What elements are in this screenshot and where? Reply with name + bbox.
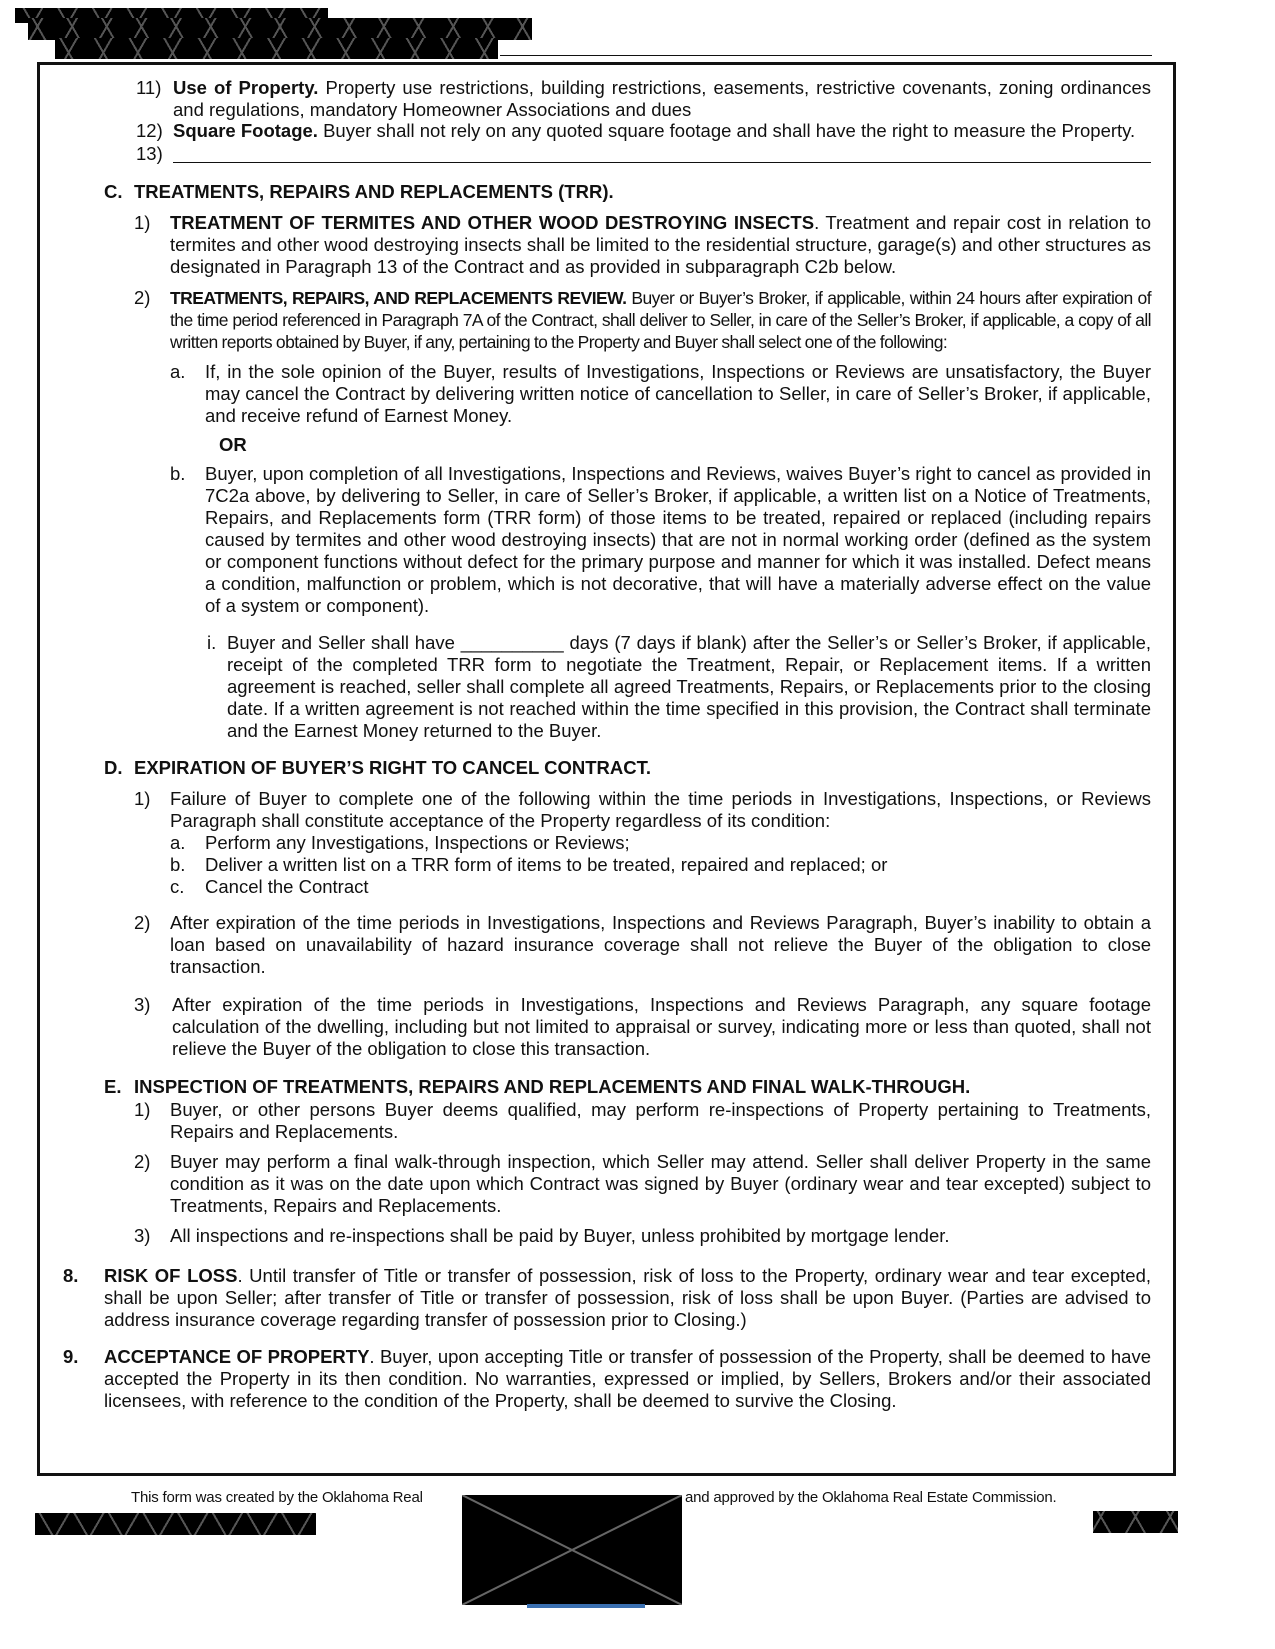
c1-number: 1) xyxy=(134,212,151,233)
section-c-letter: C. xyxy=(104,181,123,202)
d1b-body: Deliver a written list on a TRR form of items to be treated, repaired and replaced; or xyxy=(205,854,888,875)
d1-number: 1) xyxy=(134,788,151,809)
section-d-letter: D. xyxy=(104,757,123,778)
para-9-number: 9. xyxy=(63,1346,79,1367)
item-11-use-of-property xyxy=(173,77,1151,121)
d3-number: 3) xyxy=(134,994,151,1015)
item-11-number: 11) xyxy=(136,77,162,98)
section-c-heading: TREATMENTS, REPAIRS AND REPLACEMENTS (TRR). xyxy=(134,181,614,202)
redacted-header-2 xyxy=(28,18,532,40)
e2-number: 2) xyxy=(134,1151,151,1172)
c2b-i-body: Buyer and Seller shall have __________ days (7 days if blank) after the Seller’s or Seller’s Broker, if applicable, receipt of the completed TRR form to negotiate the Treatment, Repair, or Replacement items. If a written agreement is reached, seller shall complete all agreed Treatments, Repairs, or Replacements prior to the closing date. If a written agreement is not reached within the time specified in this provision, the Contract shall terminate and the Earnest Money returned to the Buyer. xyxy=(227,632,1151,741)
para-9-title: ACCEPTANCE OF PROPERTY xyxy=(104,1346,370,1367)
redacted-header-3 xyxy=(55,38,498,59)
item-12-square-footage xyxy=(173,120,1151,142)
redacted-logo xyxy=(462,1495,682,1605)
section-e-letter: E. xyxy=(104,1076,122,1097)
e3-body: All inspections and re-inspections shall be paid by Buyer, unless prohibited by mortgage lender. xyxy=(170,1225,950,1246)
item-12-number: 12) xyxy=(136,120,163,141)
c1-body: . Treatment and repair cost in relation to termites and other wood destroying insects shall be limited to the residential structure, garage(s) and other structures as designated in Paragraph 13 of the Contract and as provided in subparagraph C2b below. xyxy=(170,212,1151,277)
e3-number: 3) xyxy=(134,1225,151,1246)
para-8-number: 8. xyxy=(63,1265,79,1286)
footer-left-text: This form was created by the Oklahoma Real xyxy=(131,1489,423,1506)
d1c-body: Cancel the Contract xyxy=(205,876,369,897)
item-11-title: Use of Property. xyxy=(173,77,319,98)
footer-right-text: and approved by the Oklahoma Real Estate Commission. xyxy=(685,1489,1057,1506)
e1-body: Buyer, or other persons Buyer deems qualified, may perform re-inspections of Property pertaining to Treatments, Repairs and Replacements. xyxy=(170,1099,1151,1142)
c2-title: TREATMENTS, REPAIRS, AND REPLACEMENTS REVIEW. xyxy=(170,288,627,308)
d3-body: After expiration of the time periods in Investigations, Inspections and Reviews Paragraph, any square footage calculation of the dwelling, including but not limited to appraisal or survey, indicating more or less than quoted, shall not relieve the Buyer of the obligation to close this transaction. xyxy=(172,994,1151,1059)
d1a-letter: a. xyxy=(170,832,186,853)
redacted-footer-left xyxy=(35,1513,316,1535)
redacted-footer-right xyxy=(1093,1511,1178,1533)
c1-title: TREATMENT OF TERMITES AND OTHER WOOD DESTROYING INSECTS xyxy=(170,212,815,233)
e1-number: 1) xyxy=(134,1099,151,1120)
c2-trr-review xyxy=(170,287,1151,353)
d1c-letter: c. xyxy=(170,876,185,897)
c1-termites xyxy=(170,212,1151,278)
para-9-body: . Buyer, upon accepting Title or transfer of possession of the Property, shall be deemed to have accepted the Property in its then condition. No warranties, expressed or implied, by Sellers, Brokers and/or their associated licensees, with reference to the condition of the Property, shall be deemed to survive the Closing. xyxy=(104,1346,1151,1411)
para-8-risk-of-loss xyxy=(104,1265,1151,1331)
redaction-cross-icon xyxy=(462,1495,682,1605)
para-8-title: RISK OF LOSS xyxy=(104,1265,238,1286)
c2-number: 2) xyxy=(134,287,151,308)
c2b-body: Buyer, upon completion of all Investigations, Inspections and Reviews, waives Buyer’s right to cancel as provided in 7C2a above, by delivering to Seller, in care of Seller’s Broker, if applicable, a written list on a Notice of Treatments, Repairs, and Replacements form (TRR form) of those items to be treated, repaired or replaced (including repairs caused by termites and other wood destroying insects) that are not in normal working order (defined as the system or component functions without defect for the primary purpose and manner for which it was installed. Defect means a condition, malfunction or problem, which is not decorative, that will have a materially adverse effect on the value of a system or component). xyxy=(205,463,1151,616)
header-rule xyxy=(500,55,1152,56)
para-8-body: . Until transfer of Title or transfer of possession, risk of loss to the Property, ordinary wear and tear excepted, shall be upon Seller; after transfer of Title or transfer of possession, risk of loss shall be upon Buyer. (Parties are advised to address insurance coverage regarding transfer of possession prior to Closing.) xyxy=(104,1265,1151,1330)
d2-number: 2) xyxy=(134,912,151,933)
item-12-title: Square Footage. xyxy=(173,120,318,141)
item-13-number: 13) xyxy=(136,143,163,164)
d1-body: Failure of Buyer to complete one of the following within the time periods in Investigations, Inspections, or Reviews Paragraph shall constitute acceptance of the Property regardless of its condition: xyxy=(170,788,1151,831)
c2a-body: If, in the sole opinion of the Buyer, results of Investigations, Inspections or Reviews are unsatisfactory, the Buyer may cancel the Contract by delivering written notice of cancellation to Seller, in care of Seller’s Broker, if applicable, and receive refund of Earnest Money. xyxy=(205,361,1151,426)
c2a-letter: a. xyxy=(170,361,186,382)
e2-body: Buyer may perform a final walk-through inspection, which Seller may attend. Seller shall deliver Property in the same condition as it was on the date upon which Contract was signed by Buyer (ordinary wear and tear excepted) subject to Treatments, Repairs and Replacements. xyxy=(170,1151,1151,1216)
c2b-letter: b. xyxy=(170,463,186,484)
item-13-blank-field[interactable] xyxy=(173,162,1151,163)
d1a-body: Perform any Investigations, Inspections or Reviews; xyxy=(205,832,630,853)
c2b-i-letter: i. xyxy=(207,632,217,653)
logo-accent-bar xyxy=(527,1604,645,1608)
item-11-body: Property use restrictions, building restrictions, easements, restrictive covenants, zoning ordinances and regulations, mandatory Homeowner Associations and dues xyxy=(173,77,1151,120)
or-label: OR xyxy=(219,434,247,455)
d2-body: After expiration of the time periods in Investigations, Inspections and Reviews Paragraph, Buyer’s inability to obtain a loan based on unavailability of hazard insurance coverage shall not relieve the Buyer of the obligation to close transaction. xyxy=(170,912,1151,977)
para-9-acceptance xyxy=(104,1346,1151,1412)
item-12-body: Buyer shall not rely on any quoted square footage and shall have the right to measure the Property. xyxy=(317,120,1136,141)
section-d-heading: EXPIRATION OF BUYER’S RIGHT TO CANCEL CONTRACT. xyxy=(134,757,651,778)
section-e-heading: INSPECTION OF TREATMENTS, REPAIRS AND REPLACEMENTS AND FINAL WALK-THROUGH. xyxy=(134,1076,971,1097)
c2-body: Buyer or Buyer’s Broker, if applicable, within 24 hours after expiration of the time period referenced in Paragraph 7A of the Contract, shall deliver to Seller, in care of the Seller’s Broker, if applicable, a copy of all written reports obtained by Buyer, if any, pertaining to the Property and Buyer shall select one of the following: xyxy=(170,288,1152,352)
d1b-letter: b. xyxy=(170,854,186,875)
